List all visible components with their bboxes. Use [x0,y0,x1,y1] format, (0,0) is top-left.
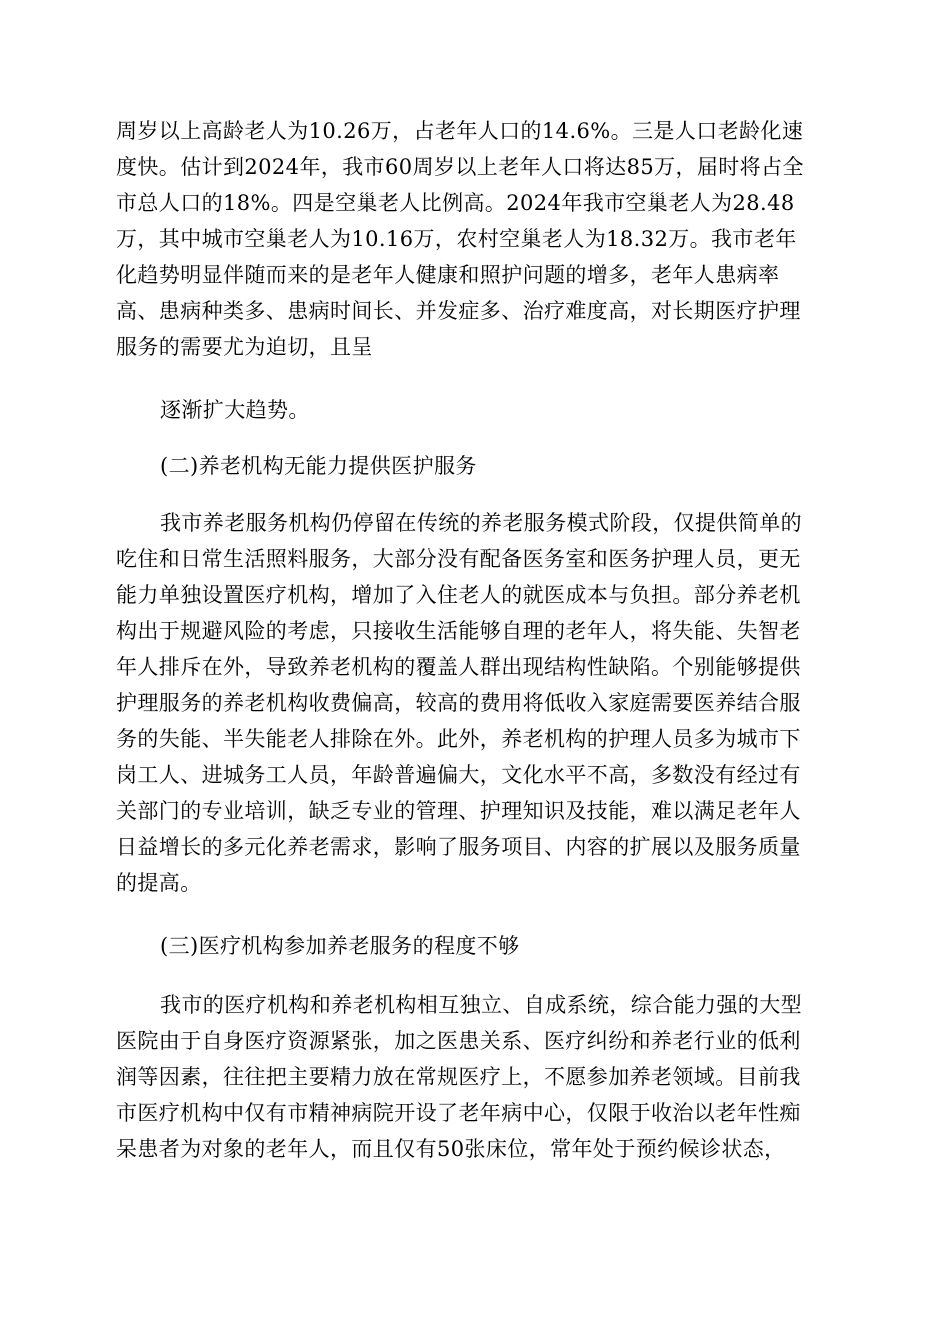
section-heading: (三)医疗机构参加养老服务的程度不够 [160,934,520,958]
paragraph-line: 高、患病种类多、患病时间长、并发症多、治疗难度高，对长期医疗护理 [116,299,801,323]
paragraph-line: 润等因素，往往把主要精力放在常规医疗上，不愿参加养老领域。目前我 [116,1065,801,1089]
paragraph-line: 市医疗机构中仅有市精神病院开设了老年病中心，仅限于收治以老年性痴 [116,1101,801,1125]
paragraph-line: 医院由于自身医疗资源紧张，加之医患关系、医疗纠纷和养老行业的低利 [116,1029,801,1053]
paragraph-line: 日益增长的多元化养老需求，影响了服务项目、内容的扩展以及服务质量 [116,835,801,859]
paragraph-line: 万，其中城市空巢老人为10.16万，农村空巢老人为18.32万。我市老年 [116,227,797,251]
paragraph-line: 年人排斥在外，导致养老机构的覆盖人群出现结构性缺陷。个别能够提供 [116,655,801,679]
paragraph-line: 护理服务的养老机构收费偏高，较高的费用将低收入家庭需要医养结合服 [116,691,801,715]
paragraph-line: 呆患者为对象的老年人，而且仅有50张床位，常年处于预约候诊状态， [116,1137,786,1161]
paragraph-line: 化趋势明显伴随而来的是老年人健康和照护问题的增多，老年人患病率 [116,263,780,287]
paragraph-line: 岗工人、进城务工人员，年龄普遍偏大，文化水平不高，多数没有经过有 [116,763,801,787]
paragraph-line: 周岁以上高龄老人为10.26万，占老年人口的14.6%。三是人口老龄化速 [116,119,804,143]
section-heading: (二)养老机构无能力提供医护服务 [160,454,477,478]
paragraph-line: 关部门的专业培训，缺乏专业的管理、护理知识及技能，难以满足老年人 [116,799,801,823]
paragraph-line: 的提高。 [116,871,202,895]
paragraph-line: 我市养老服务机构仍停留在传统的养老服务模式阶段，仅提供简单的 [160,511,802,535]
paragraph-line: 逐渐扩大趋势。 [160,398,310,422]
paragraph-line: 度快。估计到2024年，我市60周岁以上老年人口将达85万，届时将占全 [116,155,804,179]
paragraph-line: 吃住和日常生活照料服务，大部分没有配备医务室和医务护理人员，更无 [116,547,801,571]
paragraph-line: 构出于规避风险的考虑，只接收生活能够自理的老年人，将失能、失智老 [116,619,801,643]
paragraph-line: 务的失能、半失能老人排除在外。此外，养老机构的护理人员多为城市下 [116,727,801,751]
paragraph-line: 服务的需要尤为迫切，且呈 [116,335,373,359]
paragraph-line: 我市的医疗机构和养老机构相互独立、自成系统，综合能力强的大型 [160,993,802,1017]
paragraph-line: 市总人口的18%。四是空巢老人比例高。2024年我市空巢老人为28.48 [116,191,795,215]
paragraph-line: 能力单独设置医疗机构，增加了入住老人的就医成本与负担。部分养老机 [116,583,801,607]
